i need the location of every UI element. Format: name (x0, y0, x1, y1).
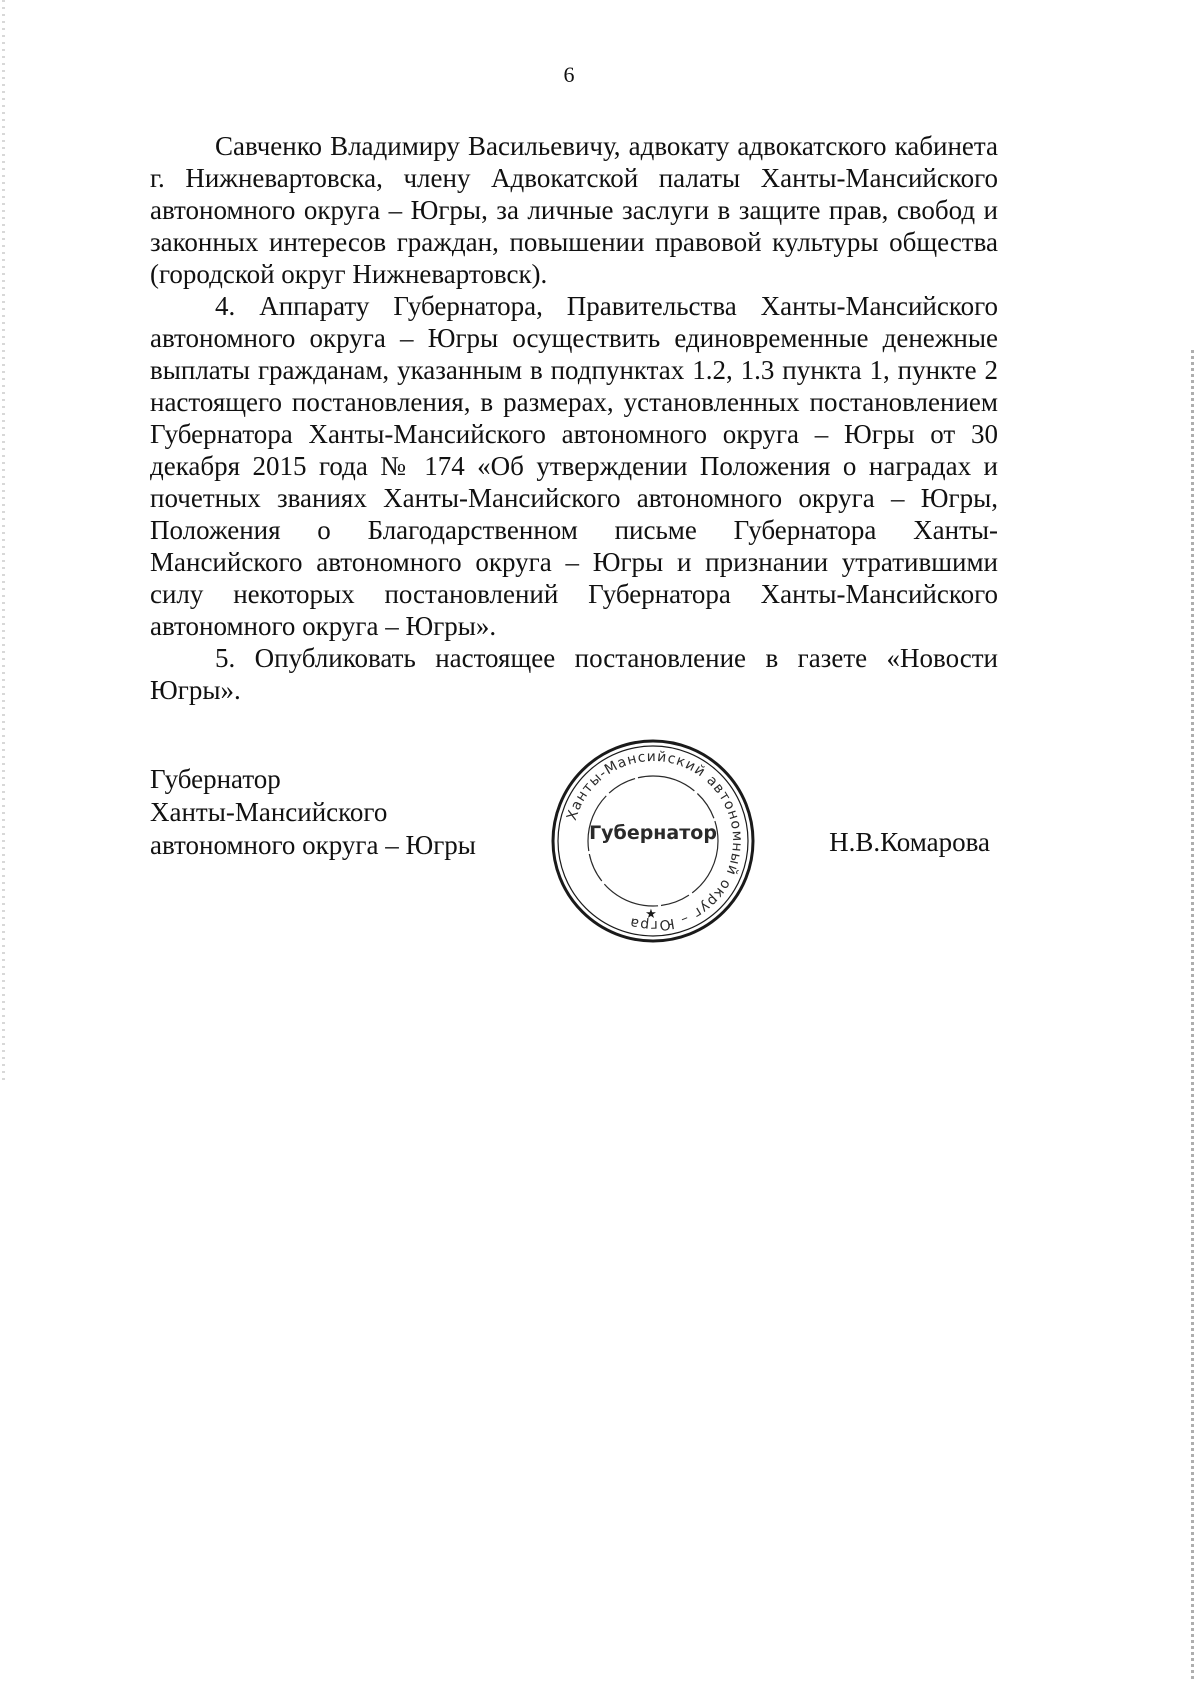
signature-block (150, 748, 1000, 963)
signer-title (150, 763, 476, 862)
signer-title-line-1: Губернатор (150, 764, 281, 794)
signer-title-line-3: автономного округа – Югры (150, 830, 476, 860)
document-body (150, 130, 998, 706)
seal-center-text: Губернатор (589, 822, 717, 844)
paragraph-award-recipient: Савченко Владимиру Васильевичу, адвокату адвокатского кабинета г. Нижневартовска, члену Адвокатской палаты Ханты-Мансийского автономного округа – Югры, за личные заслуги в защите прав, свобод и законных интересов граждан, повышении правовой культуры общества (городской округ Нижневартовск). (150, 131, 998, 289)
paragraph-item-5-publication: 5. Опубликовать настоящее постановление в газете «Новости Югры». (150, 643, 998, 705)
scan-edge-left (2, 0, 5, 1080)
paragraph-item-4-payments: 4. Аппарату Губернатора, Правительства Ханты-Мансийского автономного округа – Югры осуществить единовременные денежные выплаты гражданам, указанным в подпунктах 1.2, 1.3 пункта 1, пункте 2 настоящего постановления, в размерах, установленных постановлением Губернатора Ханты-Мансийского автономного округа – Югры от 30 декабря 2015 года № 174 «Об утверждении Положения о наградах и почетных званиях Ханты-Мансийского автономного округа – Югры, Положения о Благодарственном письме Губернатора Ханты-Мансийского автономного округа – Югры и признании утратившими силу некоторых постановлений Губернатора Ханты-Мансийского автономного округа – Югры». (150, 291, 998, 641)
signer-title-line-2: Ханты-Мансийского (150, 797, 388, 827)
official-seal (548, 736, 758, 946)
seal-star-icon: ★ (645, 907, 657, 922)
page-number: 6 (563, 62, 575, 87)
signer-name: Н.В.Комарова (829, 827, 990, 857)
scan-edge-right (1191, 350, 1194, 1680)
seal-ring-text: Ханты-Мансийский автономный округ – Югра (563, 748, 746, 934)
